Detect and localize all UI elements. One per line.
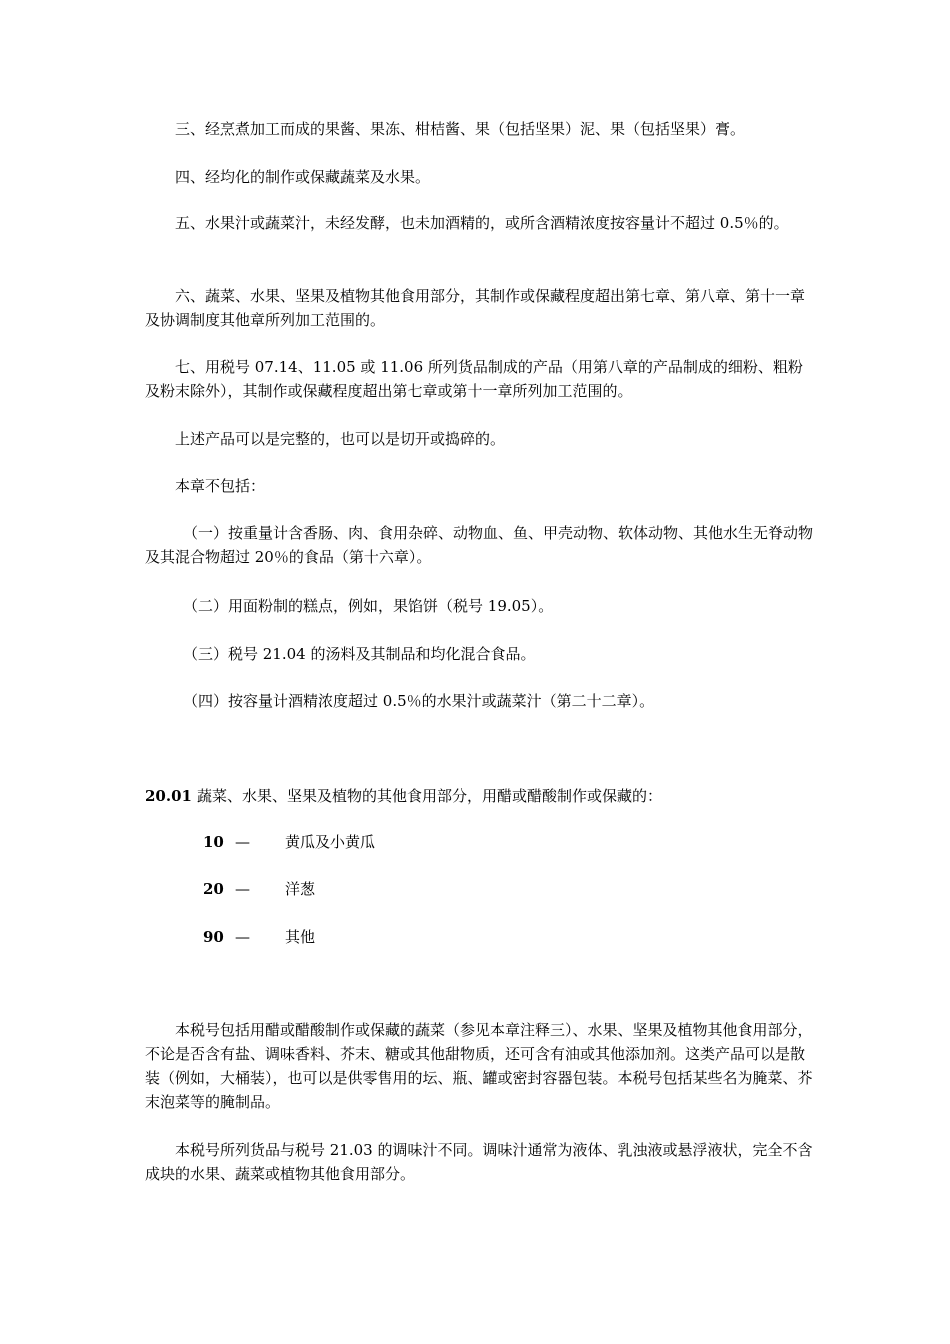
exclusion-3: （三）税号 21.04 的汤料及其制品和均化混合食品。 [183, 645, 536, 663]
note-scope: 上述产品可以是完整的，也可以是切开或捣碎的。 [175, 430, 506, 448]
subheading-label: 其他 [285, 928, 316, 946]
subheading-code: 20 [203, 880, 224, 898]
explanation-1: 本税号包括用醋或醋酸制作或保藏的蔬菜（参见本章注释三）、水果、坚果及植物其他食用部分，不论是否含有盐、调味香料、芥末、糖或其他甜物质，还可含有油或其他添加剂。这类产品可以是散装（例如，大桶装），也可以是供零售用的坛、瓶、罐或密封容器包装。本税号包括某些名为腌菜、芥末泡菜等的腌制品。 [145, 1021, 813, 1111]
subheading-label: 洋葱 [285, 880, 316, 898]
subheading-dash: — [235, 928, 250, 946]
note-7: 七、用税号 07.14、11.05 或 11.06 所列货品制成的产品（用第八章的产品制成的细粉、粗粉及粉末除外），其制作或保藏程度超出第七章或第十一章所列加工范围的。 [145, 358, 803, 400]
subheading-row [203, 925, 315, 949]
subheading-dash: — [235, 880, 250, 898]
note-3: 三、经烹煮加工而成的果酱、果冻、柑桔酱、果（包括坚果）泥、果（包括坚果）膏。 [175, 120, 746, 138]
note-exclusions-intro: 本章不包括： [175, 477, 266, 495]
note-6: 六、蔬菜、水果、坚果及植物其他食用部分，其制作或保藏程度超出第七章、第八章、第十一章及协调制度其他章所列加工范围的。 [145, 287, 806, 329]
subheading-code: 90 [203, 928, 224, 946]
note-4: 四、经均化的制作或保藏蔬菜及水果。 [175, 168, 431, 186]
heading-20-01 [145, 784, 813, 808]
heading-title: 蔬菜、水果、坚果及植物的其他食用部分，用醋或醋酸制作或保藏的： [197, 787, 663, 805]
exclusion-1: （一）按重量计含香肠、肉、食用杂碎、动物血、鱼、甲壳动物、软体动物、其他水生无脊动物及其混合物超过 20％的食品（第十六章）。 [145, 524, 814, 566]
subheading-dash: — [235, 833, 250, 851]
subheading-row [203, 877, 315, 901]
exclusion-2: （二）用面粉制的糕点，例如，果馅饼（税号 19.05）。 [183, 597, 554, 615]
heading-code: 20.01 [145, 787, 192, 805]
subheading-row [203, 830, 375, 854]
subheading-code: 10 [203, 833, 224, 851]
subheading-label: 黄瓜及小黄瓜 [285, 833, 376, 851]
explanation-2: 本税号所列货品与税号 21.03 的调味汁不同。调味汁通常为液体、乳浊液或悬浮液状，完全不含成块的水果、蔬菜或植物其他食用部分。 [145, 1141, 813, 1183]
exclusion-4: （四）按容量计酒精浓度超过 0.5％的水果汁或蔬菜汁（第二十二章）。 [183, 692, 655, 710]
note-5: 五、水果汁或蔬菜汁，未经发酵，也未加酒精的，或所含酒精浓度按容量计不超过 0.5％的。 [175, 214, 789, 232]
